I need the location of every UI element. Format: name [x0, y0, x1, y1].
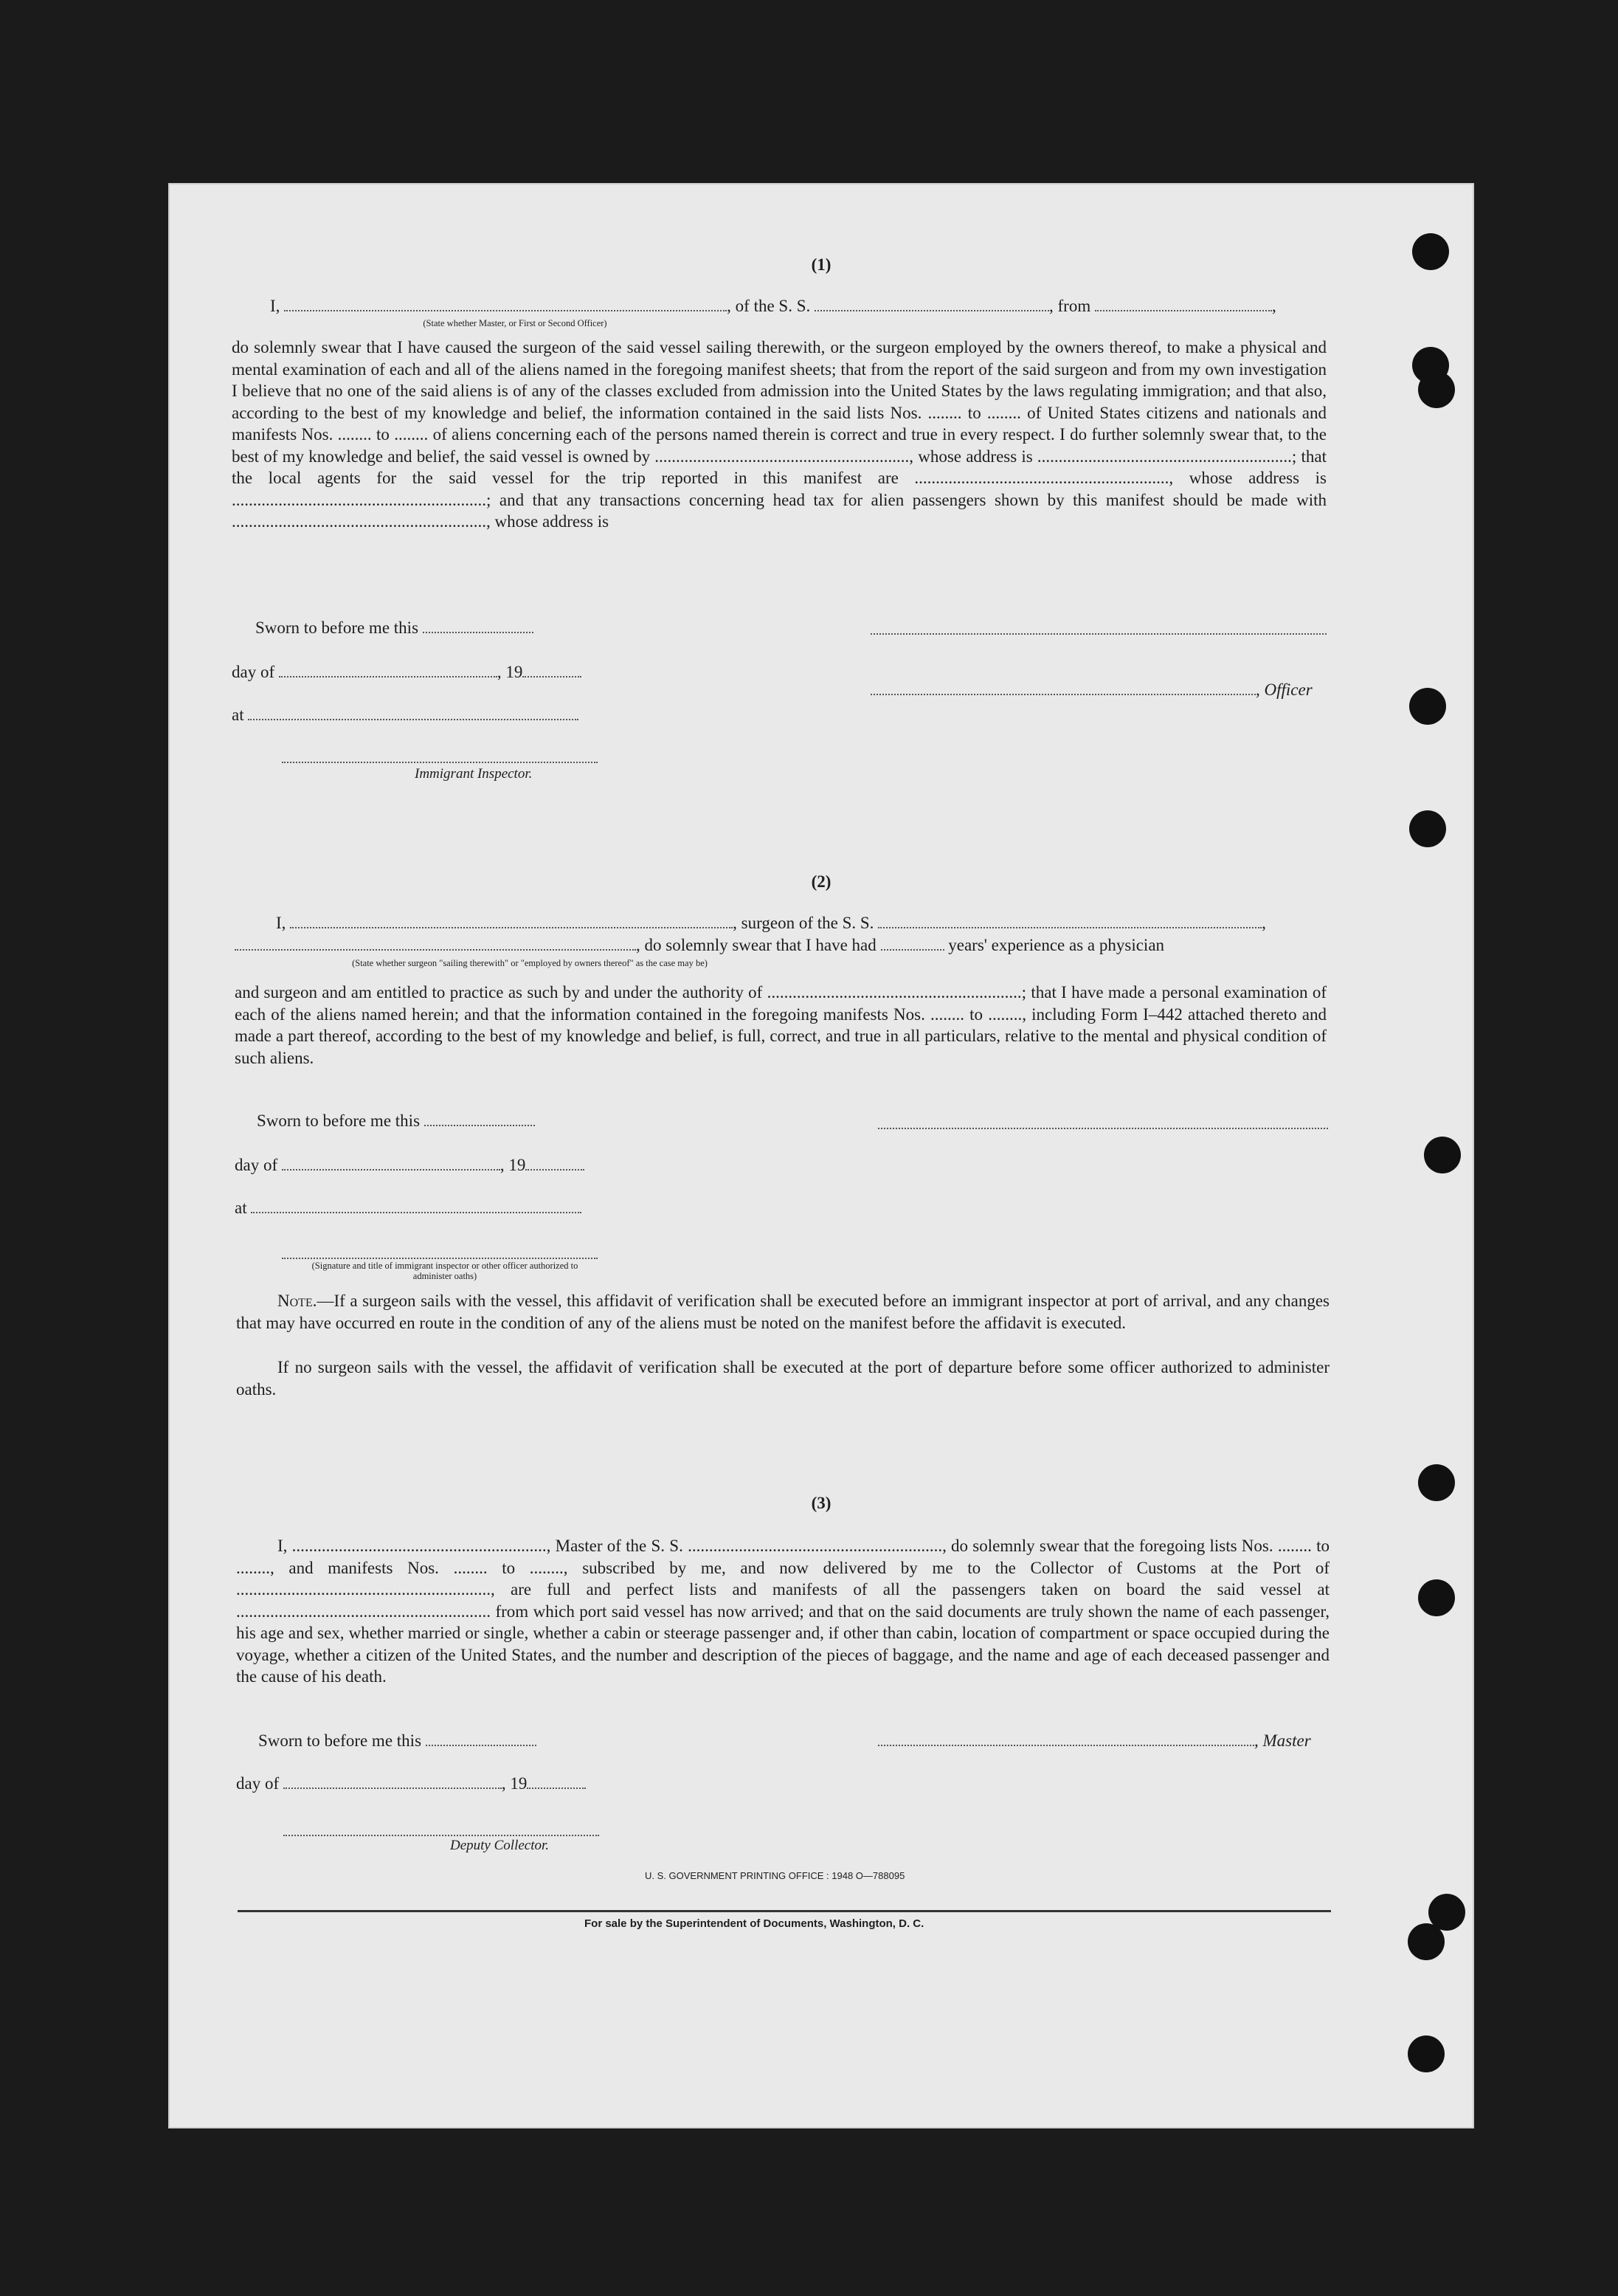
s2-surgeon-note: (State whether surgeon "sailing therewith" or "employed by owners thereof" as the case may be)	[352, 958, 708, 968]
s2-oath-text: and surgeon and am entitled to practice as such by and under the authority of ............................................................; that I have made a personal examination of each of the aliens named herein; and that the information contained in the foregoing manifests Nos. ........ to ........, including Form I–442 attached thereto and made a part thereof, according to the best of my knowledge and belief, is full, correct, and true in all particulars, relative to the mental and physical condition of such aliens.	[235, 983, 1327, 1067]
s2-note-2: If no surgeon sails with the vessel, the affidavit of verification shall be executed at the port of departure before some officer authorized to administer oaths.	[236, 1358, 1330, 1399]
s2-experience-line: , do solemnly swear that I have had years' experience as a physician	[235, 936, 1164, 955]
s1-at-line: at	[232, 706, 578, 725]
form-page	[168, 183, 1474, 2128]
section-1-number: (1)	[811, 255, 832, 274]
section-2-number: (2)	[811, 872, 832, 891]
footer-rule	[238, 1910, 1331, 1912]
for-sale-imprint: For sale by the Superintendent of Documents, Washington, D. C.	[584, 1917, 924, 1930]
s3-day-of-line: day of , 19	[236, 1774, 586, 1793]
s1-rank-note: (State whether Master, or First or Second Officer)	[423, 318, 607, 328]
s1-officer-line: , Officer	[871, 680, 1313, 700]
s2-at-line: at	[235, 1199, 581, 1218]
s1-oath-text: do solemnly swear that I have caused the surgeon of the said vessel sailing therewith, or the surgeon employed by the owners thereof, to make a physical and mental examination of each and all of the aliens named in the foregoing manifest sheets; that from the report of the said surgeon and from my own investigation I believe that no one of the said aliens is of any of the classes excluded from admission into the United States by the laws regulating immigration; and that also, according to the best of my knowledge and belief, the information contained in the said lists Nos. ........ to ........ of United States citizens and nationals and manifests Nos. ........ to ........ of aliens concerning each of the persons named therein is correct and true in every respect. I do further solemnly swear that, to the best of my knowledge and belief, the said vessel is owned by ............................................................, whose address is ............................................................; that the local agents for the said vessel for the trip reported in this manifest are ............................................................, whose address is ............................................................; and that any transactions concerning head tax for alien passengers shown by this manifest should be made with ............................................................, whose address is	[232, 338, 1327, 531]
section-3-number: (3)	[811, 1494, 832, 1512]
s2-sworn-label: Sworn to before me this	[257, 1111, 535, 1131]
s1-opening-line: I, , of the S. S. , from ,	[270, 297, 1276, 315]
punch-hole	[1408, 1923, 1445, 1960]
punch-hole	[1418, 371, 1455, 408]
s1-sworn-label: Sworn to before me this	[255, 618, 533, 638]
s1-inspector-signature-line	[282, 762, 598, 763]
s1-signature-line-top	[871, 633, 1327, 635]
s1-inspector-label: Immigrant Inspector.	[415, 766, 533, 782]
punch-hole	[1424, 1137, 1461, 1173]
s3-collector-label: Deputy Collector.	[450, 1838, 550, 1853]
punch-hole	[1418, 1579, 1455, 1616]
s3-oath-text: I, ............................................................, Master of the S. S. ............................................................, do solemnly swear that the foregoing lists Nos. ........ to ........, and manifests Nos. ........ to ........, subscribed by me, and now delivered by me to the Collector of Customs at the Port of ............................................................, are full and perfect lists and manifests of all the passengers taken on board the said vessel at ............................................................ from which port said vessel has now arrived; and that on the said documents are truly shown the name of each passenger, his age and sex, whether married or single, whether a cabin or steerage passenger and, if other than cabin, location of compartment or space occupied during the voyage, whether a citizen of the United States, and the number and description of the pieces of baggage, and the name and age of each deceased passenger and the cause of his death.	[236, 1537, 1330, 1686]
s3-master-line: , Master	[878, 1731, 1311, 1751]
punch-hole	[1409, 810, 1446, 847]
s1-day-of-line: day of , 19	[232, 663, 581, 682]
s2-note-1: Note.—If a surgeon sails with the vessel, this affidavit of verification shall be executed before an immigrant inspector at port of arrival, and any changes that may have occurred en route in the condition of any of the aliens must be noted on the manifest before the affidavit is executed.	[236, 1292, 1330, 1332]
s2-signature-line	[878, 1128, 1328, 1129]
s3-collector-signature-line	[283, 1835, 599, 1836]
s2-signature-note: (Signature and title of immigrant inspector or other officer authorized to administer oaths)	[311, 1261, 578, 1281]
s2-day-of-line: day of , 19	[235, 1156, 584, 1175]
printing-office-imprint: U. S. GOVERNMENT PRINTING OFFICE : 1948 O—788095	[645, 1870, 905, 1881]
punch-hole	[1408, 2035, 1445, 2072]
s2-inspector-signature-line	[282, 1258, 598, 1259]
s2-opening-line: I, , surgeon of the S. S. ,	[276, 914, 1266, 932]
punch-hole	[1409, 688, 1446, 725]
s3-sworn-label: Sworn to before me this	[258, 1731, 536, 1751]
